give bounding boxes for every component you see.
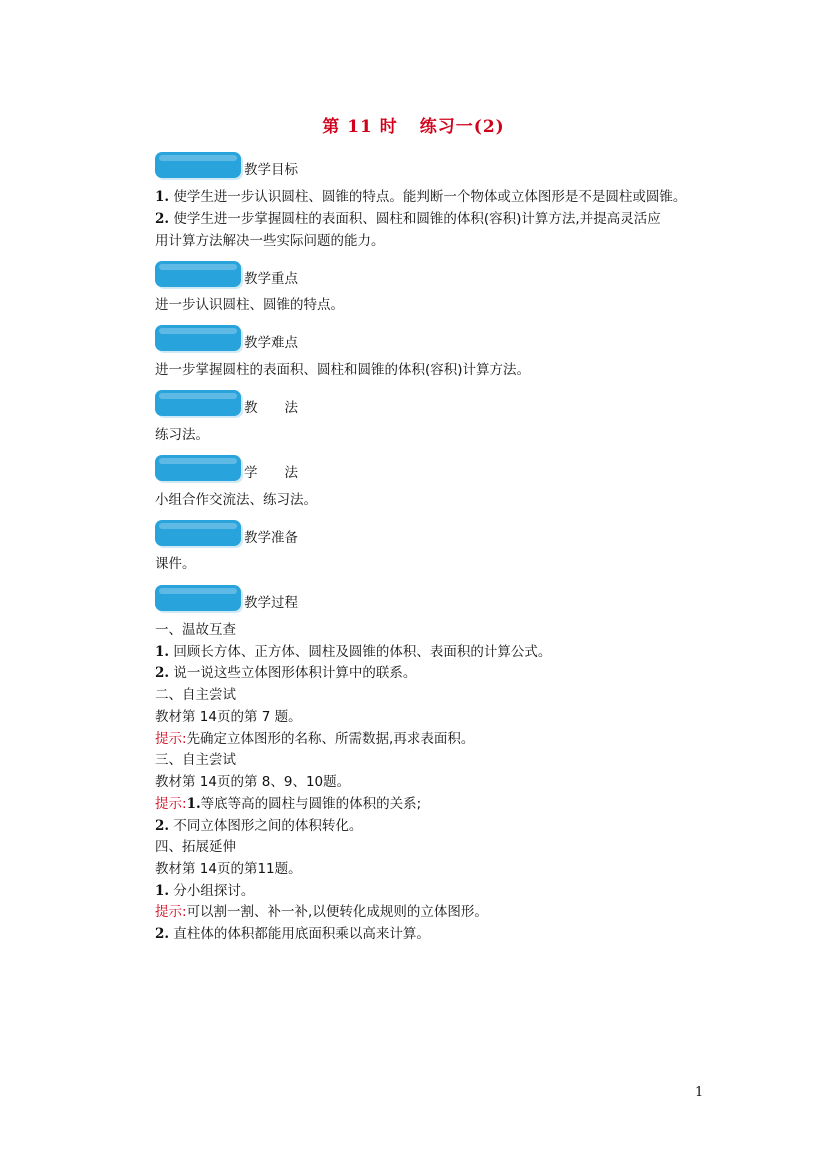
teach-text: 练习法。 (155, 427, 209, 443)
prep-text: 课件。 (155, 556, 196, 572)
process-item: 教材第 14页的第11题。 (155, 861, 302, 877)
goal-item-2-cont: 用计算方法解决一些实际问题的能力。 (155, 233, 385, 249)
goal-item-1 (155, 187, 686, 207)
item-number: 1. (155, 883, 170, 899)
process-heading-4: 四、拓展延伸 (155, 839, 236, 855)
process-heading-1: 一、温故互查 (155, 622, 236, 638)
item-number: 1. (155, 644, 170, 660)
section-badge (155, 585, 241, 611)
section-label-goals: 教学目标 (244, 162, 298, 178)
process-item: 教材第 14页的第 8、9、10题。 (155, 774, 351, 790)
tip-label: 提示: (155, 904, 187, 920)
title-lesson: 第 11 时 (322, 117, 398, 137)
item-text: 分小组探讨。 (173, 883, 255, 899)
process-item (155, 663, 416, 683)
section-badge (155, 520, 241, 546)
tip-label: 提示: (155, 796, 187, 812)
item-number: 2. (155, 926, 170, 942)
key-text: 进一步认识圆柱、圆锥的特点。 (155, 297, 344, 313)
tip-line (155, 729, 474, 749)
section-badge (155, 152, 241, 178)
section-badge (155, 390, 241, 416)
item-text: 说一说这些立体图形体积计算中的联系。 (173, 665, 417, 681)
section-label-learn: 学 法 (244, 465, 298, 481)
tip-text: 等底等高的圆柱与圆锥的体积的关系; (200, 796, 422, 812)
goal-text: 使学生进一步掌握圆柱的表面积、圆柱和圆锥的体积(容积)计算方法,并提高灵活应 (173, 211, 661, 227)
section-badge (155, 455, 241, 481)
page-title (0, 112, 827, 137)
item-text: 直柱体的体积都能用底面积乘以高来计算。 (173, 926, 430, 942)
process-item (155, 881, 254, 901)
section-label-difficult: 教学难点 (244, 335, 298, 351)
process-heading-3: 三、自主尝试 (155, 752, 236, 768)
tip-text: 可以割一割、补一补,以便转化成规则的立体图形。 (186, 904, 488, 920)
process-item (155, 816, 362, 836)
tip-line (155, 794, 421, 814)
page-number: 1 (695, 1085, 704, 1100)
process-item: 教材第 14页的第 7 题。 (155, 709, 302, 725)
learn-text: 小组合作交流法、练习法。 (155, 492, 317, 508)
process-item (155, 642, 551, 662)
item-number: 1. (186, 796, 201, 812)
goal-text: 使学生进一步认识圆柱、圆锥的特点。能判断一个物体或立体图形是不是圆柱或圆锥。 (173, 189, 687, 205)
section-badge (155, 261, 241, 287)
item-text: 不同立体图形之间的体积转化。 (173, 818, 363, 834)
difficult-text: 进一步掌握圆柱的表面积、圆柱和圆锥的体积(容积)计算方法。 (155, 362, 531, 378)
tip-line (155, 902, 488, 922)
section-label-key: 教学重点 (244, 271, 298, 287)
section-label-prep: 教学准备 (244, 530, 298, 546)
section-label-teach: 教 法 (244, 400, 298, 416)
item-number: 2. (155, 665, 170, 681)
item-number: 2. (155, 818, 170, 834)
goal-number: 1. (155, 189, 170, 205)
section-label-process: 教学过程 (244, 595, 298, 611)
tip-text: 先确定立体图形的名称、所需数据,再求表面积。 (186, 731, 475, 747)
process-item (155, 924, 430, 944)
goal-number: 2. (155, 211, 170, 227)
goal-item-2 (155, 209, 661, 229)
section-badge (155, 325, 241, 351)
item-text: 回顾长方体、正方体、圆柱及圆锥的体积、表面积的计算公式。 (173, 644, 552, 660)
title-name: 练习一(2) (419, 117, 505, 137)
tip-label: 提示: (155, 731, 187, 747)
process-heading-2: 二、自主尝试 (155, 687, 236, 703)
